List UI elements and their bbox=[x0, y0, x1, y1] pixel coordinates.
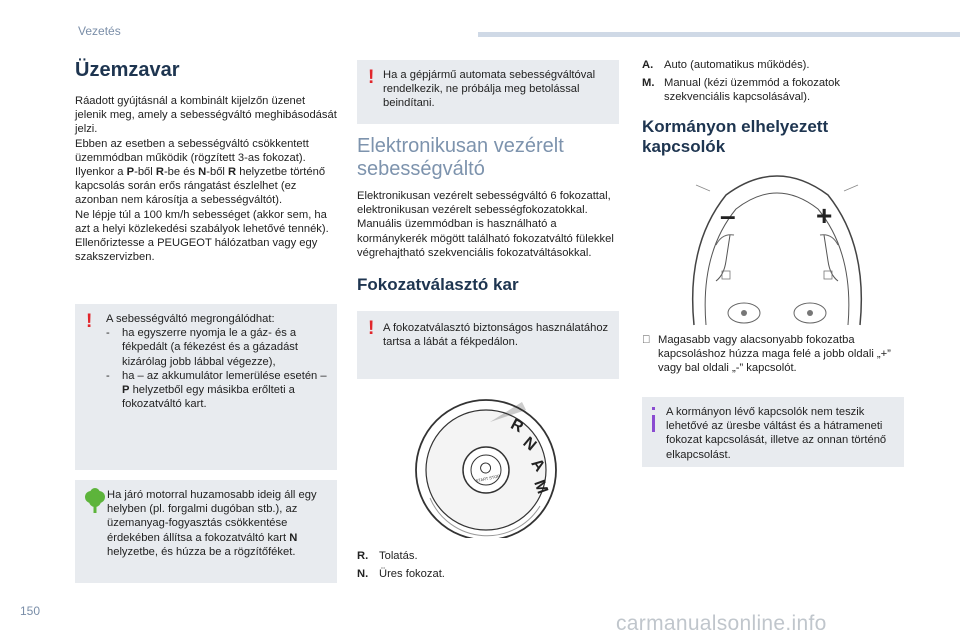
watermark: carmanualsonline.info bbox=[616, 612, 827, 635]
arrow-icon bbox=[642, 333, 658, 376]
info-text: A kormányon lévő kapcsolók nem teszik lehetővé az üresbe váltást és a hátrameneti fokozat kapcsolását, illetve az onnan történő elkapcsolást. bbox=[666, 406, 887, 461]
paragraph: Elektronikusan vezérelt sebességváltó 6 fokozattal, elektronikusan vezérelt sebességfokozatokkal. Manuális üzemmódban is használható a kormánykerék mögött található fokozatváltó fülekkel végrehajtható szekvenciális fokozatváltásokkal. bbox=[357, 190, 614, 259]
gear-selector-illustration bbox=[410, 388, 572, 538]
legend-item: N. Üres fokozat. bbox=[357, 568, 445, 581]
section-title: Kormányon elhelyezett kapcsolók bbox=[642, 116, 829, 156]
warning-intro: A sebességváltó megrongálódhat: bbox=[106, 313, 275, 325]
legend-item: R. Tolatás. bbox=[357, 550, 418, 562]
warning-text: A fokozatválasztó biztonságos használatához tartsa a lábát a fékpedálon. bbox=[383, 322, 609, 349]
page-number: 150 bbox=[20, 604, 41, 618]
gear-letter-r: R bbox=[507, 415, 526, 437]
paragraph: Ráadott gyújtásnál a kombinált kijelzőn üzenet jelenik meg, amely a sebességváltó meghibásodását jelzi. bbox=[75, 95, 337, 136]
paragraph: Ilyenkor a P-ből R-be és N-ből R helyzetbe történő kapcsolás során erős rángatást észlelhet (ez azonban nem károsítja a sebességváltót). bbox=[75, 166, 326, 207]
warning-box bbox=[357, 311, 619, 379]
legend-item: M. Manual (kézi üzemmód a fokozatok szekvenciális kapcsolásával). bbox=[642, 77, 840, 104]
gear-letter-m: M bbox=[530, 477, 551, 497]
selector-legend bbox=[357, 549, 619, 581]
warning-box bbox=[357, 60, 619, 124]
section-header: Vezetés bbox=[78, 24, 121, 38]
info-icon bbox=[652, 415, 655, 432]
gear-letter-a: A bbox=[527, 455, 549, 475]
info-box bbox=[642, 397, 904, 467]
list-item: - ha – az akkumulátor lemerülése esetén – P helyzetből egy másikba erőlteti a fokozatváltó kart. bbox=[106, 369, 327, 411]
instruction: Magasabb vagy alacsonyabb fokozatba kapcsoláshoz húzza maga felé a jobb oldali „+” vagy bal oldali „-” kapcsolót. bbox=[642, 333, 904, 376]
header-bar bbox=[478, 32, 960, 37]
paragraph: Ebben az esetben a sebességváltó csökkentett üzemmódban működik (rögzített 3-as fokozat). bbox=[75, 137, 309, 164]
steering-wheel-illustration bbox=[686, 165, 868, 327]
knob-button-text: START STOP bbox=[475, 473, 501, 484]
warning-icon: ! bbox=[86, 311, 93, 332]
warning-icon: ! bbox=[368, 67, 375, 88]
paragraph: Ne lépje túl a 100 km/h sebességet (akkor sem, ha azt a helyi közlekedési szabályok lehetővé tennék). bbox=[75, 208, 329, 235]
tree-icon bbox=[84, 488, 106, 514]
gear-letter-n: N bbox=[519, 434, 540, 455]
left-column bbox=[75, 58, 337, 264]
warning-icon: ! bbox=[368, 318, 375, 339]
paddle-plus-label: + bbox=[816, 200, 833, 231]
page-title: Üzemzavar bbox=[75, 59, 180, 81]
middle-column bbox=[357, 135, 619, 295]
eco-tip-box bbox=[75, 480, 337, 583]
legend-item: A. Auto (automatikus működés). bbox=[642, 59, 810, 71]
right-column bbox=[642, 58, 904, 157]
paragraph: Ellenőriztesse a PEUGEOT hálózatban vagy egy szakszervizben. bbox=[75, 237, 318, 264]
warning-text: Ha a gépjármű automata sebességváltóval rendelkezik, ne próbálja meg betolással beindítani. bbox=[383, 69, 596, 110]
eco-text: Ha járó motorral huzamosabb ideig áll egy helyben (pl. forgalmi dugóban stb.), az üzemanyag-fogyasztás csökkentése érdekében állítsa a fokozatváltó kart N helyzetbe, és húzza be a rögzítőféket. bbox=[107, 489, 317, 558]
section-title: Elektronikusan vezérelt sebességváltó bbox=[357, 135, 564, 180]
paddle-minus-label: – bbox=[720, 200, 736, 231]
section-title: Fokozatválasztó kar bbox=[357, 275, 519, 295]
list-item: - ha egyszerre nyomja le a gáz- és a fékpedált (a fékezést és a gázadást kizárólag jobb lábbal végezze), bbox=[106, 327, 299, 368]
warning-box bbox=[75, 304, 337, 470]
